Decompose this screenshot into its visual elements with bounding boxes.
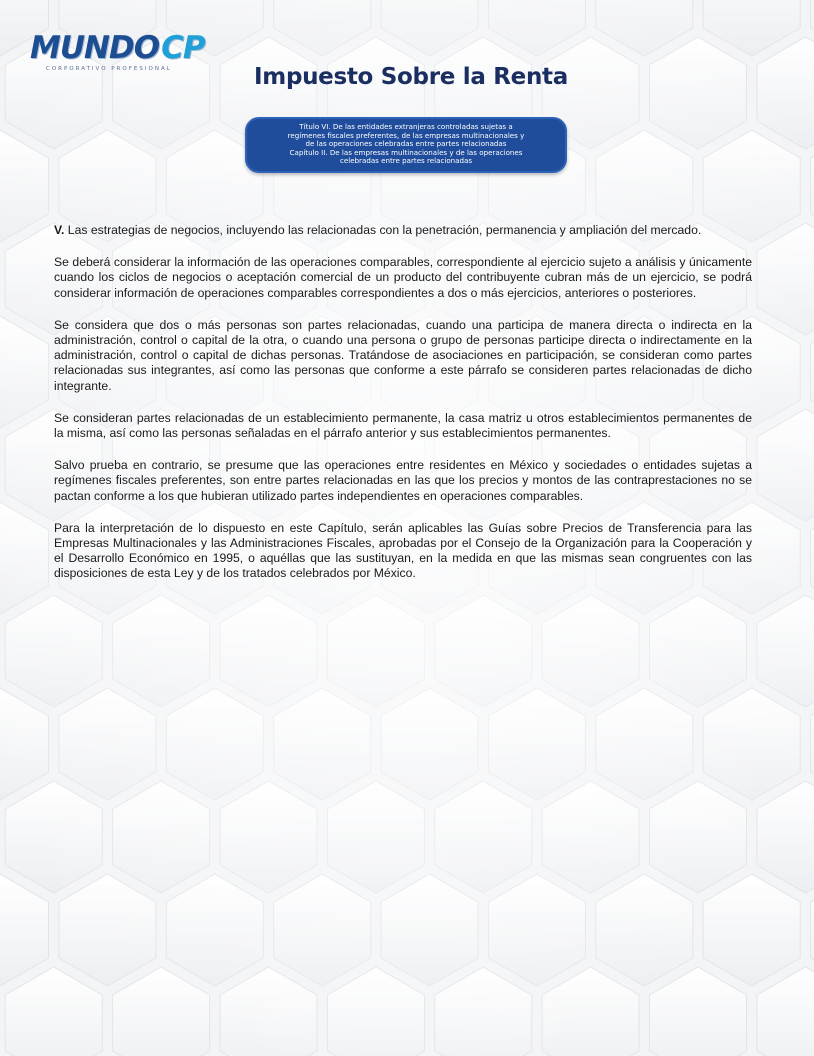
logo-tagline: CORPORATIVO PROFESIONAL: [46, 66, 172, 72]
paragraph-v: [54, 223, 752, 238]
logo-wordmark: [30, 30, 205, 66]
page-title: Impuesto Sobre la Renta: [254, 64, 568, 90]
paragraph: Se consideran partes relacionadas de un establecimiento permanente, la casa matriz u otros establecimientos permanentes de la misma, así como las personas señaladas en el párrafo anterior y sus establecimientos permanentes.: [54, 410, 752, 441]
paragraph: Se considera que dos o más personas son partes relacionadas, cuando una participa de manera directa o indirecta en la administración, control o capital de la otra, o cuando una persona o grupo de personas participe directa o indirectamente en la administración, control o capital de dichas personas. Tratándose de asociaciones en participación, se consideran como partes relacionadas sus integrantes, así como las personas que conforme a este párrafo se consideren partes relacionadas de dicho integrante.: [54, 317, 752, 393]
paragraph: Para la interpretación de lo dispuesto en este Capítulo, serán aplicables las Guías sobre Precios de Transferencia para las Empresas Multinacionales y las Administraciones Fiscales, aprobadas por el Consejo de la Organización para la Cooperación y el Desarrollo Económico en 1995, o aquéllas que las sustituyan, en la medida en que las mismas sean congruentes con las disposiciones de esta Ley y de los tratados celebrados por México.: [54, 520, 752, 581]
paragraph: Se deberá considerar la información de las operaciones comparables, correspondiente al ejercicio sujeto a análisis y únicamente cuando los ciclos de negocios o aceptación comercial de un producto del contribuyente cubran más de un ejercicio, se podrá considerar información de operaciones comparables correspondientes a dos o más ejercicios, anteriores o posteriores.: [54, 255, 752, 300]
logo-brand-accent: CP: [161, 30, 205, 66]
banner-line: de las operaciones celebradas entre partes relacionadas: [305, 139, 507, 149]
document-body: [54, 223, 752, 599]
paragraph: Salvo prueba en contrario, se presume que las operaciones entre residentes en México y sociedades o entidades sujetas a regímenes fiscales preferentes, son entre partes relacionadas en las que los precios y montos de las contraprestaciones no se pactan conforme a los que hubieran utilizado partes independientes en operaciones comparables.: [54, 458, 752, 503]
logo-brand-main: MUNDO: [30, 30, 160, 66]
fraction-number: V.: [54, 223, 65, 237]
chapter-banner: [245, 117, 567, 173]
banner-line: Capítulo II. De las empresas multinacionales y de las operaciones: [289, 147, 523, 157]
banner-line: celebradas entre partes relacionadas: [339, 156, 473, 166]
paragraph-text: Las estrategias de negocios, incluyendo las relacionadas con la penetración, permanencia y ampliación del mercado.: [64, 223, 702, 237]
banner-line: Título VI. De las entidades extranjeras controladas sujetas a: [299, 122, 513, 131]
banner-line: regímenes fiscales preferentes, de las empresas multinacionales y: [287, 130, 525, 140]
